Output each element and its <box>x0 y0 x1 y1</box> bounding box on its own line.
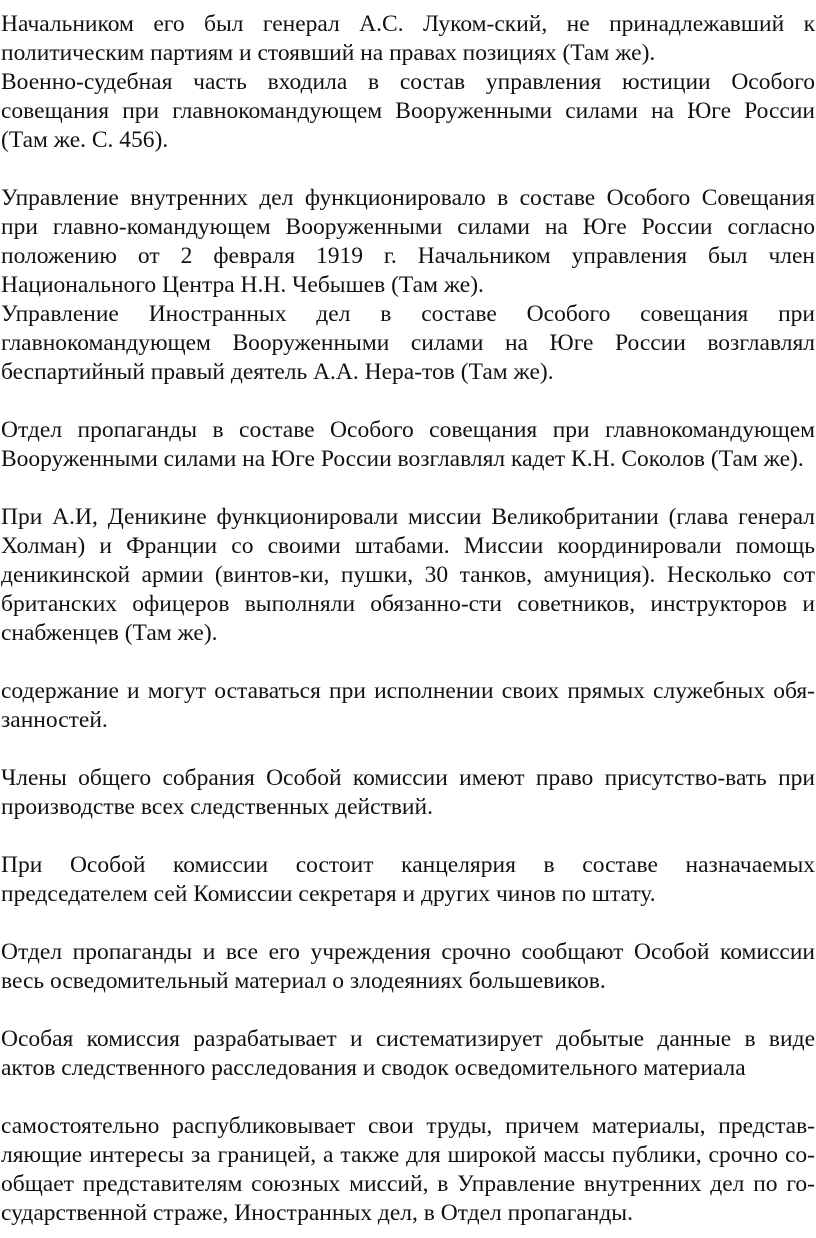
paragraph-commission-members: Члены общего собрания Особой комиссии имеют право присутство-вать при производстве всех следственных действий. <box>1 765 815 820</box>
paragraph-gap <box>1 735 815 764</box>
paragraph-gap <box>1 909 815 938</box>
paragraph-duties: содержание и могут оставаться при исполнении своих прямых служебных обя-занностей. <box>1 678 815 733</box>
paragraph-internal-affairs: Управление внутренних дел функционировало в составе Особого Совещания при главно-командующем Вооруженными силами на Юге России согласно положению от 2 февраля 1919 г. Начальником управления был член Национального Центра Н.Н. Чебышев (Там же). <box>1 185 815 298</box>
paragraph-gap <box>1 822 815 851</box>
paragraph-justice: Военно-судебная часть входила в состав управления юстиции Особого совещания при главнокомандующем Вооруженными силами на Юге России (Там же. С. 456). <box>1 69 815 153</box>
paragraph-propaganda: Отдел пропаганды в составе Особого совещания при главнокомандующем Вооруженными силами на Юге России возглавлял кадет К.Н. Соколов (Там же). <box>1 417 815 472</box>
paragraph-missions: При А.И, Деникине функционировали миссии Великобритании (глава генерал Холман) и Франции со своими штабами. Миссии координировали помощь деникинской армии (винтов-ки, пушки, 30 танков, амуниция). Несколько сот британских офицеров выполняли обязанно-сти советников, инструкторов и снабженцев (Там же). <box>1 504 815 646</box>
paragraph-gap <box>1 648 815 677</box>
paragraph-chancellery: При Особой комиссии состоит канцелярия в составе назначаемых председателем сей Комиссии секретаря и других чинов по штату. <box>1 852 815 907</box>
paragraph-propaganda-reports: Отдел пропаганды и все его учреждения срочно сообщают Особой комиссии весь осведомительный материал о злодеяниях большевиков. <box>1 939 815 994</box>
paragraph-gap <box>1 996 815 1025</box>
paragraph-foreign-affairs: Управление Иностранных дел в составе Особого совещания при главнокомандующем Вооруженными силами на Юге России возглавлял беспартийный правый деятель А.А. Нера-тов (Там же). <box>1 301 815 385</box>
paragraph-gap <box>1 1083 815 1112</box>
paragraph-gap <box>1 387 815 416</box>
paragraph-commission-work: Особая комиссия разрабатывает и систематизирует добытые данные в виде актов следственного расследования и сводок осведомительного материала <box>1 1026 815 1081</box>
paragraph-gap <box>1 155 815 184</box>
paragraph-gap <box>1 474 815 503</box>
paragraph-publication: самостоятельно распубликовывает свои труды, причем материалы, представ-ляющие интересы за границей, а также для широкой массы публики, срочно со-общает представителям союзных миссий, в Управление внутренних дел по го-сударственной страже, Иностранных дел, в Отдел пропаганды. <box>1 1113 815 1226</box>
paragraph-lukomsky: Начальником его был генерал А.С. Луком-ский, не принадлежавший к политическим партиям и стоявший на правах позициях (Там же). <box>1 11 815 66</box>
